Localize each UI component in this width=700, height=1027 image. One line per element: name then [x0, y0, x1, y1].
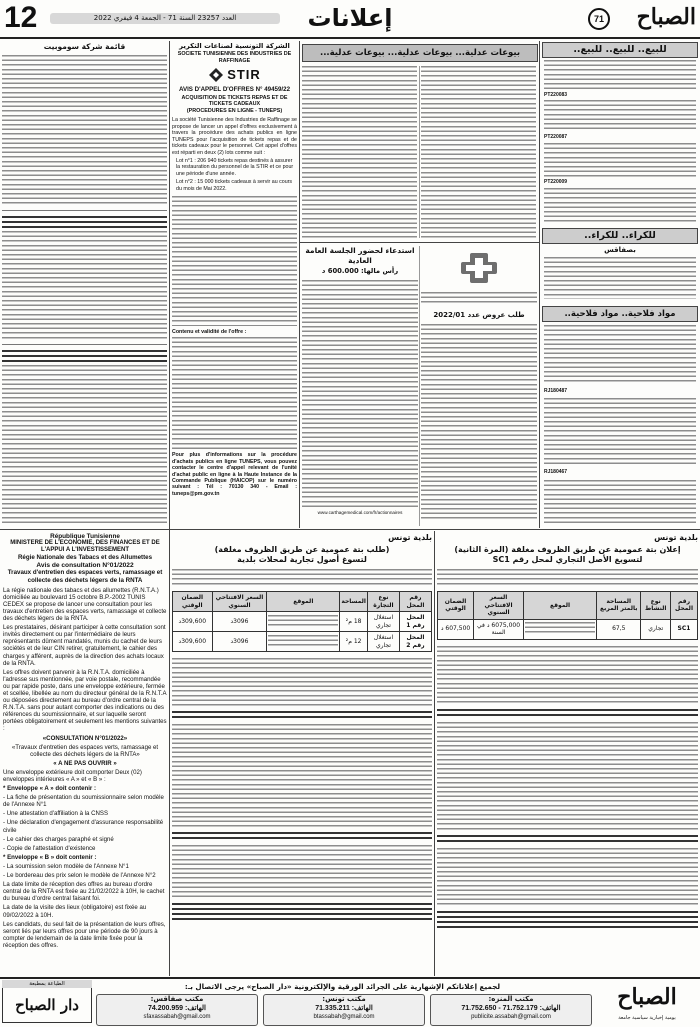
- rnta-paragraph: Les prestataires, désirant participer à cette consultation sont invités directement ou par l'intermédiaire de leurs représentants dûment mandatés, munis du cachet de leurs sociétés et de leur CIN retirer, gratuitement, le cahier des charges y afférent, auprès de la direction des achats locaux de la RNTA.: [3, 624, 166, 667]
- tender-body-text: [421, 324, 537, 520]
- column-divider: [169, 41, 170, 976]
- judicial-sales-title: بيوعات عدلية... بيوعات عدلية... بيوعات عدلية...: [302, 44, 538, 62]
- column-header: نوع النشاط: [641, 592, 671, 620]
- shop-number: المحل رقم 2: [399, 632, 431, 652]
- subcolumn-divider: [419, 66, 420, 238]
- shop-price: 6075,000 د في السنة: [474, 619, 524, 639]
- column-header: نوع التجارة: [367, 592, 399, 612]
- ad-intro-text: [172, 569, 432, 587]
- rnta-agency: Régie Nationale des Tabacs et des Allumettes: [17, 554, 153, 562]
- rnta-country: République Tunisienne: [50, 533, 120, 540]
- column-header: الضمان الوقتي: [438, 592, 474, 620]
- stir-body-text: [172, 337, 297, 449]
- ad-code: PT220083: [544, 92, 568, 98]
- office-name: مكتب صفاقس:: [150, 995, 204, 1003]
- issue-line: العدد 23257 السنة 71 - الجمعة 4 فيفري 2022: [50, 13, 280, 24]
- stir-name-french: SOCIETE TUNISIENNE DES INDUSTRIES DE RAFFINAGE: [177, 51, 292, 64]
- classified-ad-text: [544, 60, 696, 90]
- classified-ad-text: [544, 188, 696, 222]
- ad-body-text: [437, 646, 698, 706]
- column-divider: [299, 41, 300, 528]
- municipality-ad-sc1: [437, 533, 698, 975]
- rnta-envelope-mention: «Travaux d'entretien des espaces verts, ramassage et collecte des déchets légers de la RNTA»: [11, 743, 159, 758]
- rent-city: بصفاقس: [604, 246, 636, 254]
- ad-body-bold-text: [437, 709, 698, 719]
- shop-activity: استغلال تجاري: [367, 632, 399, 652]
- stir-body-text: [172, 196, 297, 326]
- ad-body-bold-text: [437, 835, 698, 845]
- stir-contact: Pour plus d'informations sur la procédure d'achats publics en ligne TUNEPS, vous pouvez contacter le centre d'appel relevant de l'unité d'achat public en ligne à la Haute Instance de la Commande Publique (HAICOP) sur le numéro suivant : Tél : 70130 340 - Email : tuneps@pm.gov.tn: [172, 452, 297, 497]
- notice-heading-text: [2, 216, 167, 228]
- column-header: الموقع: [267, 592, 340, 612]
- shop-activity: تجاري: [641, 619, 671, 639]
- assembly-notice: [302, 246, 418, 526]
- stir-lot-1: Lot n°1 : 206 940 tickets repas destinés à assurer la restauration du personnel de la STIR et ce pour une période d'une année.: [176, 157, 294, 177]
- footer-contact-line: لجميع إعلاناتكم الإشهارية على الجرائد الورقية والإلكترونية «دار الصباح» يرجى الاتصال بـ:: [184, 982, 501, 991]
- company-logo-icon: [449, 250, 509, 286]
- shop-location-text: [268, 635, 338, 649]
- office-name: مكتب المنزه:: [488, 995, 534, 1003]
- stir-name-arabic: الشركة التونسية لصناعات التكرير: [179, 42, 290, 50]
- notice-divider: [2, 344, 167, 345]
- stir-subject: ACQUISITION DE TICKETS REPAS ET DE TICKETS CADEAUX: [181, 94, 288, 108]
- table-header-row: [438, 592, 698, 620]
- rnta-list-item: - La soumission selon modèle de l'Annexe N°1: [3, 862, 129, 870]
- ad-subtitle: لتسوغ أصول تجارية لمحلات بلدية: [237, 555, 367, 564]
- shop-area: 67,5: [597, 619, 641, 639]
- rnta-paragraph: Les candidats, du seul fait de la présentation de leurs offres, seront liés par leurs offres pour une période de 90 jours à compter de lendemain de la date limite fixée pour la réception des offres.: [3, 920, 166, 949]
- stir-logo: [172, 64, 297, 86]
- rnta-paragraph: Une enveloppe extérieure doit comporter Deux (02) enveloppes intérieures « A » et « B » :: [3, 768, 142, 783]
- page-number: 12: [4, 1, 38, 34]
- ad-body-text: [172, 845, 432, 900]
- masthead-logo-badge: 71: [588, 8, 610, 30]
- section-divider: [300, 242, 539, 243]
- tender-title: طلب عروض عدد 2022/01: [433, 311, 525, 319]
- rnta-paragraph: Les offres doivent parvenir à la R.N.T.A. domiciliée à l'adresse sus mentionnée, par voie postale, recommandée ou par rapide poste, dans une enveloppe extérieure, fermée et scellée, libellée au nom du directeur général de la R.N.T.A ou déposées directement au bureau d'ordre central de la R.N.T.A. sans pour autant comporter des indications ou des références du soumissionnaire, et sur laquelle seront portées obligatoirement et seulement les mentions suivantes :: [3, 668, 167, 733]
- table-row: [438, 619, 698, 639]
- shop-price: 3096د: [212, 612, 267, 632]
- rnta-list-item: - Le cahier des charges paraphé et signé: [3, 835, 114, 843]
- stir-lot-2: Lot n°2 : 15 000 tickets cadeaux à servir au cours du mois de Mai 2022.: [176, 179, 293, 192]
- classified-ad-text: [544, 325, 696, 385]
- stir-notice-number: AVIS D'APPEL D'OFFRES N° 49459/22: [178, 86, 291, 94]
- table-header-row: [173, 592, 432, 612]
- notice-body-text: [2, 365, 167, 525]
- column-header: المساحة بالمتر المربع: [597, 592, 641, 620]
- ad-code: RJ180467: [544, 469, 568, 475]
- ad-code: PT220009: [544, 179, 568, 185]
- shop-deposit: 607,500 د: [438, 619, 474, 639]
- ad-body-bold-text: [437, 911, 698, 931]
- classified-ad-text: [544, 100, 696, 132]
- assembly-body-text: [302, 280, 418, 508]
- assembly-website: www.carthagemedical.com/fr/actionnaires: [317, 510, 403, 515]
- rnta-list-item: - Une déclaration d'engagement d'assurance responsabilité civile: [3, 819, 164, 834]
- shop-price: 3096د: [212, 632, 267, 652]
- column-header: الموقع: [524, 592, 597, 620]
- rnta-envelope-mention: «CONSULTATION N°01/2022»: [42, 734, 128, 742]
- ad-municipality: بلدية تونس: [654, 533, 698, 542]
- stir-procedure: (PROCEDURES EN LIGNE - TUNEPS): [186, 107, 283, 114]
- notice-body-text: [2, 55, 167, 205]
- classified-ad-text: [544, 480, 696, 524]
- shop-deposit: 309,600د: [173, 612, 213, 632]
- column-header: السعر الافتتاحي السنوي: [212, 592, 267, 612]
- rnta-list-item: - Le bordereau des prix selon le modèle de l'Annexe N°2: [3, 872, 156, 880]
- footer-logo-right: [596, 980, 698, 1026]
- notice-title: قائمة شركة سوموبيت: [43, 42, 126, 51]
- shop-number: المحل رقم 1: [399, 612, 431, 632]
- column-divider: [539, 41, 540, 528]
- tender-intro-text: [421, 292, 537, 306]
- stir-intro: La société Tunisienne des Industries de Raffinage se propose de lancer un appel d'offres exclusivement à travers la procédure des achats publics en ligne TUNEPS pour l'acquisition de tickets repas et de tickets cadeaux pour le personnel. Cet appel d'offres est réparti en deux (2) lots comme suit :: [172, 117, 297, 156]
- judicial-sale-text: [421, 66, 536, 238]
- rent-section-title: للكراء.. للكراء..: [542, 228, 698, 244]
- judicial-sale-text: [302, 66, 417, 238]
- municipality-ad-shops: [172, 533, 432, 975]
- shop-table: [437, 591, 698, 640]
- shop-deposit: 309,600د: [173, 632, 213, 652]
- classified-ad-text: [544, 257, 696, 299]
- ad-municipality: بلدية تونس: [388, 533, 432, 542]
- stir-logo-icon: [208, 67, 224, 83]
- ad-body-bold-text: [172, 903, 432, 923]
- shop-location: [267, 612, 340, 632]
- office-email: btassabah@gmail.com: [313, 1014, 375, 1020]
- office-menzah: [430, 994, 592, 1026]
- notice-divider: [2, 210, 167, 211]
- office-tunis: [263, 994, 425, 1026]
- office-name: مكتب تونس:: [322, 995, 366, 1003]
- rnta-envelope-heading: * Enveloppe « A » doit contenir :: [3, 785, 96, 793]
- ad-body-text: [172, 724, 432, 829]
- classified-ad-text: [544, 398, 696, 466]
- section-divider: [170, 529, 700, 530]
- column-header: السعر الافتتاحي السنوي: [474, 592, 524, 620]
- ad-body-text: [437, 722, 698, 832]
- masthead-logo: [586, 0, 696, 36]
- table-row: [173, 612, 432, 632]
- footer-logo-text: الصباح: [617, 984, 677, 1010]
- rnta-list-item: - Une attestation d'affiliation à la CNSS: [3, 810, 109, 818]
- rnta-paragraph: La date limite de réception des offres au bureau d'ordre central de la RNTA est fixée au 21/02/2022 à 10H, le cachet du bureau d'ordre central faisant foi.: [3, 881, 165, 903]
- rnta-paragraph: La régie nationale des tabacs et des allumettes (R.N.T.A.) domiciliée au boulevard 15 octobre B.P.-2002 TUNIS CEDEX se propose de lancer une consultation pour les travaux d'entretien des espaces verts, ramassage et collecte des déchets légers de la RNTA.: [3, 586, 167, 623]
- ad-code: RJ180487: [544, 388, 568, 394]
- shop-number: SC1: [670, 619, 697, 639]
- table-row: [173, 632, 432, 652]
- office-phones: الهاتف: 74.200.959: [148, 1005, 206, 1012]
- office-email: sfaxassabah@gmail.com: [143, 1014, 211, 1020]
- classified-ad-text: [544, 143, 696, 177]
- shop-location: [524, 619, 597, 639]
- footer-tagline: يومية إخبارية سياسية جامعة: [618, 1015, 676, 1021]
- company-logo: [421, 246, 537, 290]
- column-header: رقم المحل: [670, 592, 697, 620]
- shop-location-text: [268, 615, 338, 629]
- rnta-ministry: MINISTERE DE L'ECONOMIE, DES FINANCES ET DE L'APPUI A L'INVESTISSEMENT: [10, 540, 160, 554]
- footer-rule: [0, 977, 700, 979]
- rnta-envelope-heading: * Enveloppe « B » doit contenir :: [3, 853, 97, 861]
- column-header: رقم المحل: [399, 592, 431, 612]
- shop-table: [172, 591, 432, 652]
- ad-title: (طلب بتة عمومية عن طريق الظروف مغلقة): [214, 545, 390, 554]
- shop-location-text: [525, 622, 595, 636]
- rnta-envelope-mention: « A NE PAS OUVRIR »: [53, 759, 117, 767]
- ad-subtitle: لتسويغ الأصل التجاري لمحل رقم SC1: [492, 555, 643, 564]
- column-header: الضمان الوقتي: [173, 592, 213, 612]
- shop-area: 18 م²: [340, 612, 368, 632]
- header-rule: [0, 37, 700, 39]
- rnta-list-item: - Copie de l'attestation d'existence: [3, 844, 96, 852]
- shop-area: 12 م²: [340, 632, 368, 652]
- assembly-capital: رأس مالها: 600.000 د: [321, 267, 399, 275]
- stir-logo-text: STIR: [227, 66, 261, 82]
- notice-body-text: [2, 231, 167, 339]
- assembly-title: استدعاء لحضور الجلسة العامة العادية: [305, 246, 415, 265]
- rnta-subject: Travaux d'entretien des espaces verts, ramassage et collecte des déchets légers de la RNTA: [7, 569, 163, 584]
- shop-activity: استغلال تجاري: [367, 612, 399, 632]
- stir-tender-notice: [172, 42, 297, 527]
- ad-body-bold-text: [172, 832, 432, 842]
- tender-notice: [421, 246, 537, 526]
- rnta-list-item: - La fiche de présentation du soumissionnaire selon modèle de l'Annexe N°1: [3, 794, 164, 809]
- footer-logo-left-text: دار الصباح: [2, 988, 92, 1023]
- ad-intro-text: [437, 569, 698, 587]
- section-title: إعلانات: [307, 4, 393, 32]
- office-phones: الهاتف: 71.335.211: [315, 1005, 373, 1012]
- ad-body-text: [437, 848, 698, 908]
- ad-body-bold-text: [172, 711, 432, 721]
- office-sfax: [96, 994, 258, 1026]
- ad-code: PT220087: [544, 134, 568, 140]
- office-phones: الهاتف: 71.752.179 - 71.752.650: [461, 1005, 561, 1012]
- masthead-logo-text: الصباح: [636, 4, 696, 30]
- shop-location: [267, 632, 340, 652]
- notice-heading-text: [2, 350, 167, 362]
- subcolumn-divider: [419, 246, 420, 526]
- footer-printer-label: الطباعة بمطبعة: [2, 980, 92, 988]
- office-email: publicite.assabah@gmail.com: [471, 1014, 551, 1020]
- rnta-notice-number: Avis de consultation N°01/2022: [36, 562, 134, 570]
- column-header: المساحة: [340, 592, 368, 612]
- ad-body-text: [172, 658, 432, 708]
- stir-offer-heading: Contenu et validité de l'offre :: [172, 328, 247, 335]
- column-divider: [434, 531, 435, 976]
- rnta-paragraph: La date de la visite des lieux (obligatoire) est fixée au 09/02/2022 à 10H.: [3, 904, 147, 919]
- footer-logo-left: [2, 980, 92, 1026]
- agri-section-title: مواد فلاحية.. مواد فلاحية..: [542, 306, 698, 322]
- sale-section-title: للبيع.. للبيع.. للبيع..: [542, 42, 698, 58]
- section-divider: [0, 529, 169, 530]
- ad-title: إعلان بتة عمومية عن طريق الظروف مغلقة (المرة الثانية): [454, 545, 681, 554]
- rnta-consultation-notice: [3, 533, 167, 975]
- company-notices: [2, 42, 167, 527]
